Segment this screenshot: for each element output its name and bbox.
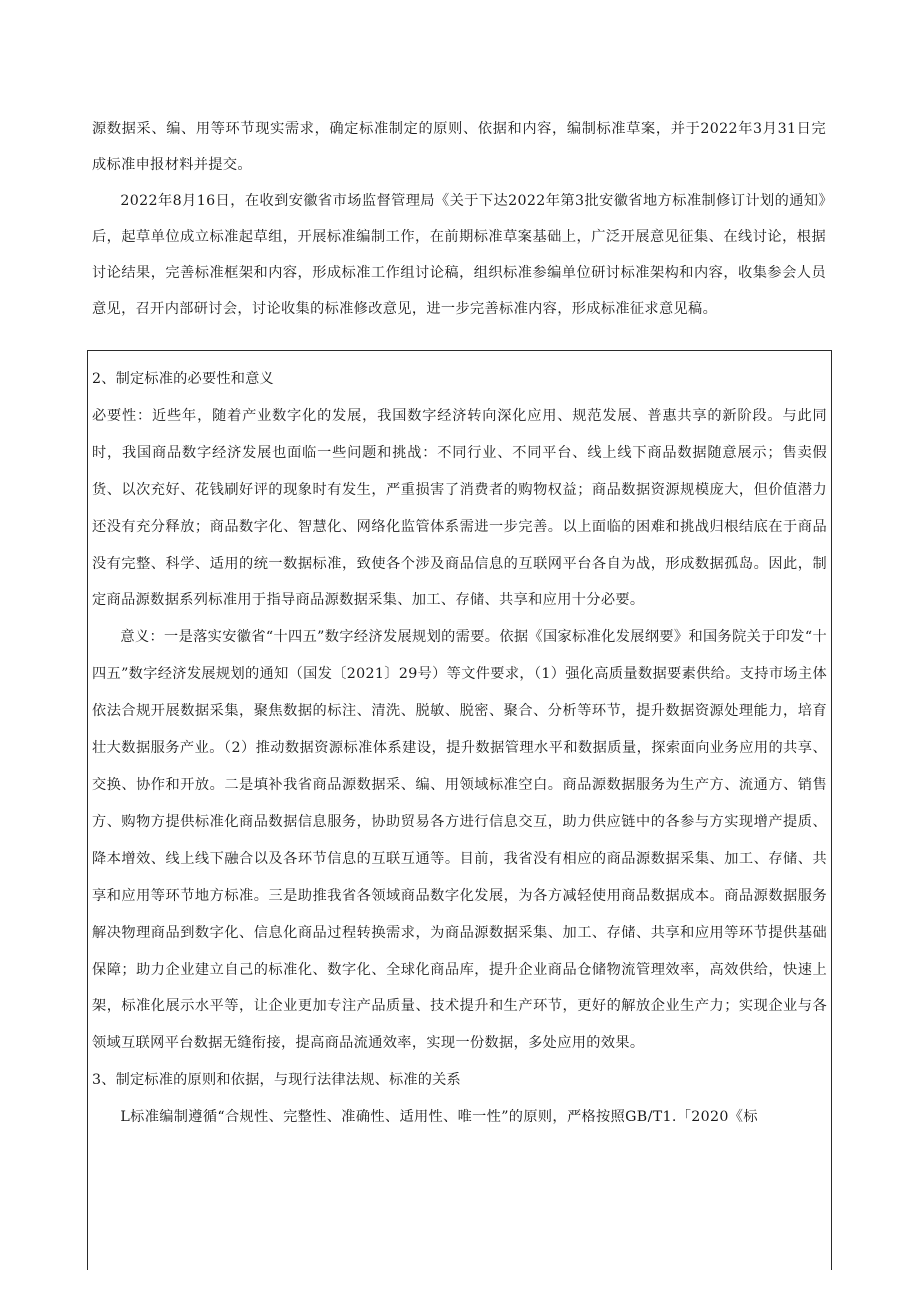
table-cell-content bbox=[92, 361, 827, 1136]
explanation-table-cell bbox=[87, 350, 832, 1270]
intro-text-block bbox=[92, 111, 826, 327]
section-3-heading: 3、制定标准的原则和依据，与现行法律法规、标准的关系 bbox=[92, 1072, 461, 1089]
section-2-heading: 2、制定标准的必要性和意义 bbox=[92, 371, 274, 387]
significance-paragraph: 意义：一是落实安徽省“十四五”数字经济发展规划的需要。依据《国家标准化发展纲要》和国务院关于印发“十四五”数字经济发展规划的通知（国发〔2021〕29号）等文件要求，（1）强化高质量数据要素供给。支持市场主体依法合规开展数据采集，聚焦数据的标注、清洗、脱敏、脱密、聚合、分析等环节，提升数据资源处理能力，培育壮大数据服务产业。（2）推动数据资源标准体系建设，提升数据管理水平和数据质量，探索面向业务应用的共享、交换、协作和开放。二是填补我省商品源数据采、编、用领域标准空白。商品源数据服务为生产方、流通方、销售方、购物方提供标准化商品数据信息服务，协助贸易各方进行信息交互，助力供应链中的各参与方实现增产提质、降本增效、线上线下融合以及各环节信息的互联互通等。目前，我省没有相应的商品源数据采集、加工、存储、共享和应用等环节地方标准。三是助推我省各领域商品数字化发展，为各方减轻使用商品数据成本。商品源数据服务解决物理商品到数字化、信息化商品过程转换需求，为商品源数据采集、加工、存储、共享和应用等环节提供基础保障；助力企业建立自己的标准化、数字化、全球化商品库，提升企业商品仓储物流管理效率，高效供给，快速上架，标准化展示水平等，让企业更加专注产品质量、技术提升和生产环节，更好的解放企业生产力；实现企业与各领域互联网平台数据无缝衔接，提高商品流通效率，实现一份数据，多处应用的效果。 bbox=[92, 629, 827, 1052]
necessity-paragraph: 必要性：近些年，随着产业数字化的发展，我国数字经济转向深化应用、规范发展、普惠共享的新阶段。与此同时，我国商品数字经济发展也面临一些问题和挑战：不同行业、不同平台、线上线下商品数据随意展示；售卖假货、以次充好、花钱刷好评的现象时有发生，严重损害了消费者的购物权益；商品数据资源规模庞大，但价值潜力还没有充分释放；商品数字化、智慧化、网络化监管体系需进一步完善。以上面临的困难和挑战归根结底在于商品没有完整、科学、适用的统一数据标准，致使各个涉及商品信息的互联网平台各自为战，形成数据孤岛。因此，制定商品源数据系列标准用于指导商品源数据采集、加工、存储、共享和应用十分必要。 bbox=[92, 407, 827, 609]
paragraph-drafting-preparation: 源数据采、编、用等环节现实需求，确定标准制定的原则、依据和内容，编制标准草案，并于2022年3月31日完成标准申报材料并提交。 bbox=[92, 121, 826, 173]
paragraph-drafting-process: 2022年8月16日，在收到安徽省市场监督管理局《关于下达2022年第3批安徽省地方标准制修订计划的通知》后，起草单位成立标准起草组，开展标准编制工作，在前期标准草案基础上，广泛开展意见征集、在线讨论，根据讨论结果，完善标准框架和内容，形成标准工作组讨论稿，组织标准参编单位研讨标准架构和内容，收集参会人员意见，召开内部研讨会，讨论收集的标准修改意见，进一步完善标准内容，形成标准征求意见稿。 bbox=[92, 193, 826, 317]
principle-paragraph: L标准编制遵循“合规性、完整性、准确性、适用性、唯一性”的原则，严格按照GB/T1.「2020《标 bbox=[120, 1109, 758, 1126]
